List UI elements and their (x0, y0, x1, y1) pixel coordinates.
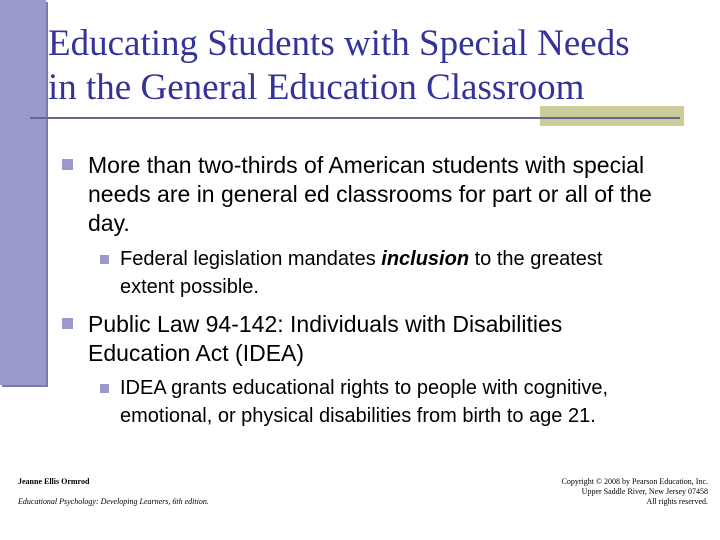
copyright-line-2: Upper Saddle River, New Jersey 07458 (581, 487, 708, 496)
sub-bullet-2 (100, 374, 660, 430)
title-line-1: Educating Students with Special Needs (48, 23, 630, 64)
sub-bullet-1-text-before: Federal legislation mandates (120, 248, 382, 270)
copyright-line-3: All rights reserved. (646, 497, 708, 506)
inclusion-emphasis: inclusion (381, 248, 470, 270)
title-underline (30, 117, 680, 119)
sub-bullet-1-text (120, 245, 660, 301)
sub-bullet-square-icon (100, 384, 109, 393)
bullet-2 (62, 310, 592, 368)
title-line-2: in the General Education Classroom (48, 67, 585, 108)
footer-citation (18, 477, 218, 507)
footer-book: Educational Psychology: Developing Learners, 6th edition. (18, 497, 209, 506)
left-decorative-bar (0, 0, 46, 385)
footer-author: Jeanne Ellis Ormrod (18, 477, 90, 486)
sub-bullet-square-icon (100, 255, 109, 264)
sub-bullet-1 (100, 245, 660, 301)
bullet-square-icon (62, 159, 73, 170)
copyright-line-1: Copyright © 2008 by Pearson Education, Inc. (561, 477, 708, 486)
slide-title (48, 22, 708, 110)
bullet-2-text: Public Law 94-142: Individuals with Disabilities Education Act (IDEA) (88, 311, 563, 366)
bullet-1-text: More than two-thirds of American students with special needs are in general ed classrooms for part or all of the day. (88, 152, 652, 236)
sub-bullet-2-text: IDEA grants educational rights to people with cognitive, emotional, or physical disabilities from birth to age 21. (120, 377, 609, 427)
sub-bullet-1-text-after: to the greatest extent possible. (120, 248, 603, 298)
bullet-square-icon (62, 318, 73, 329)
footer-copyright (488, 477, 708, 507)
bullet-1 (62, 151, 652, 238)
